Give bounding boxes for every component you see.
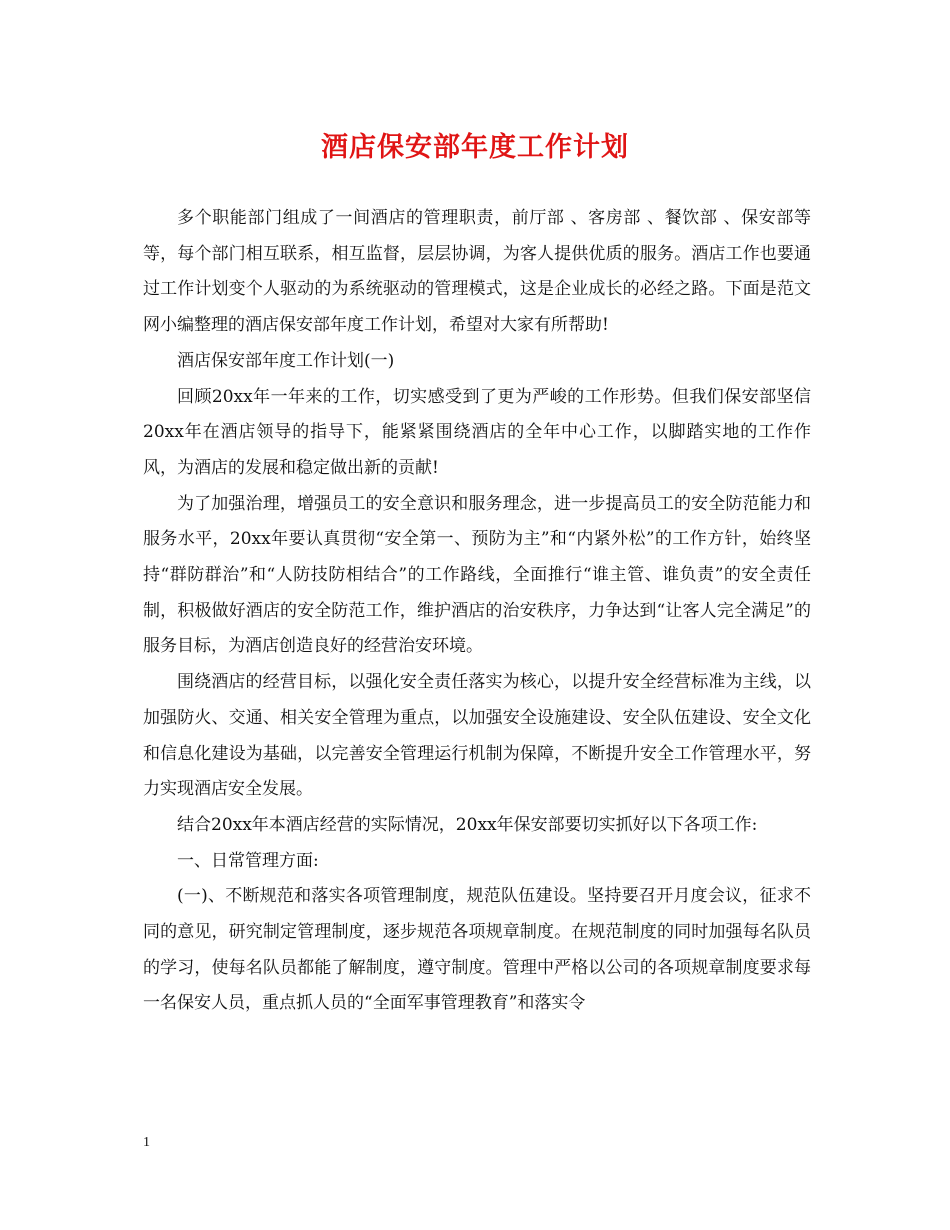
document-title: 酒店保安部年度工作计划 [321,132,629,163]
paragraph-guidelines: 为了加强治理，增强员工的安全意识和服务理念，进一步提高员工的安全防范能力和服务水平，20xx年要认真贯彻“安全第一、预防为主”和“内紧外松”的工作方针，始终坚持“群防群治”和“人防技防相结合”的工作路线，全面推行“谁主管、谁负责”的安全责任制，积极做好酒店的安全防范工作，维护酒店的治安秩序，力争达到“让客人完全满足”的服务目标，为酒店创造良好的经营治安环境。 [143,493,811,657]
paragraph-review: 回顾20xx年一年来的工作，切实感受到了更为严峻的工作形势。但我们保安部坚信20xx年在酒店领导的指导下，能紧紧围绕酒店的全年中心工作，以脚踏实地的工作作风，为酒店的发展和稳定做出新的贡献! [143,386,811,478]
paragraph-tasks-intro: 结合20xx年本酒店经营的实际情况，20xx年保安部要切实抓好以下各项工作: [177,814,758,835]
paragraph-section-heading: 酒店保安部年度工作计划(一) [177,350,395,371]
page-number: 1 [143,1135,150,1150]
paragraph-objectives: 围绕酒店的经营目标，以强化安全责任落实为核心，以提升安全经营标准为主线，以加强防火、交通、相关安全管理为重点，以加强安全设施建设、安全队伍建设、安全文化和信息化建设为基础，以完善安全管理运行机制为保障，不断提升安全工作管理水平，努力实现酒店安全发展。 [143,672,811,800]
document-body [143,201,811,1022]
paragraph-regulations: (一)、不断规范和落实各项管理制度，规范队伍建设。坚持要召开月度会议，征求不同的意见，研究制定管理制度，逐步规范各项规章制度。在规范制度的同时加强每名队员的学习，使每名队员都能了解制度，遵守制度。管理中严格以公司的各项规章制度要求每一名保安人员，重点抓人员的“全面军事管理教育”和落实令 [143,886,811,1014]
paragraph-daily-management-heading: 一、日常管理方面: [177,850,319,871]
paragraph-intro: 多个职能部门组成了一间酒店的管理职责，前厅部 、客房部 、餐饮部 、保安部等等，每个部门相互联系，相互监督，层层协调，为客人提供优质的服务。酒店工作也要通过工作计划变个人驱动的为系统驱动的管理模式，这是企业成长的必经之路。下面是范文网小编整理的酒店保安部年度工作计划，希望对大家有所帮助! [143,208,811,336]
